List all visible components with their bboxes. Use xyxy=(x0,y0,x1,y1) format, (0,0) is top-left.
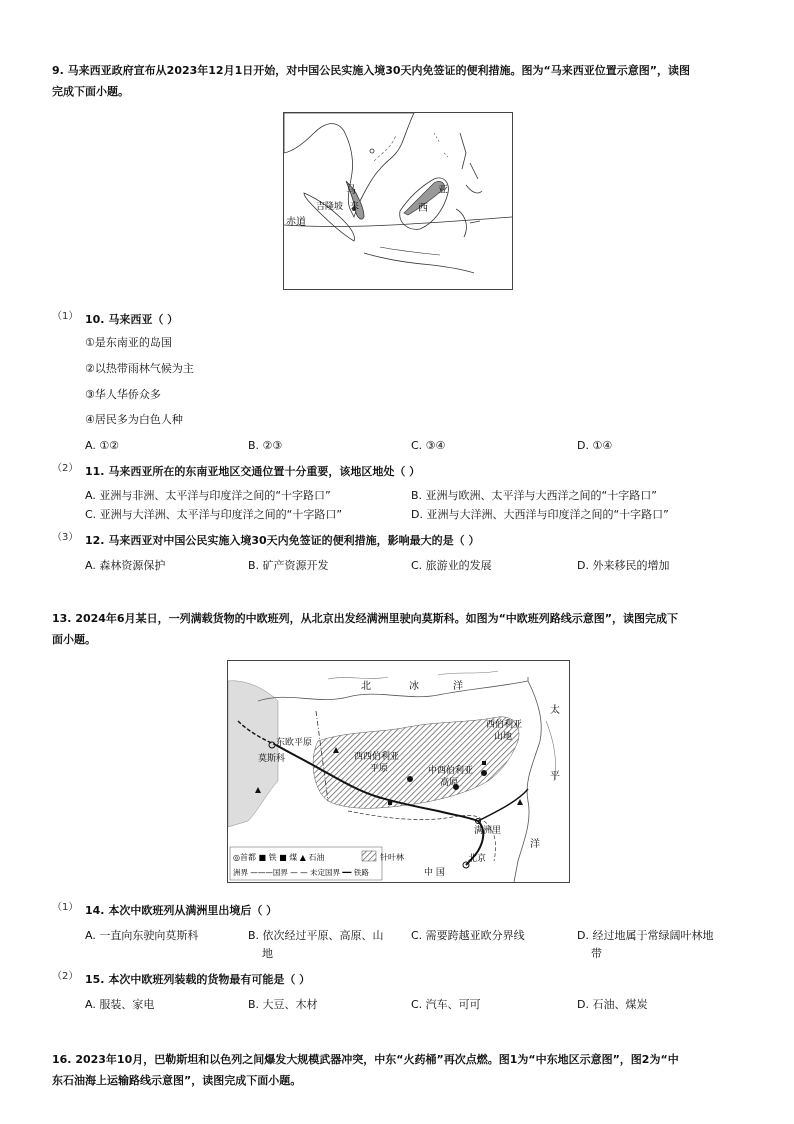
q10-option-c[interactable]: C. ③④ xyxy=(411,439,446,452)
q11-subnumber: （2） xyxy=(52,463,79,474)
label-ping: 平 xyxy=(550,771,560,782)
label-c-siberia-2: 高原 xyxy=(440,778,459,788)
q13-stem-line2: 面小题。 xyxy=(52,633,96,646)
railway-map-svg xyxy=(228,661,569,882)
q15-option-b[interactable]: B. 大豆、木材 xyxy=(248,998,318,1011)
q14-stem: 14. 本次中欧班列从满洲里出境后（ ） xyxy=(85,904,278,917)
legend-conifer: 针叶林 xyxy=(380,853,404,862)
q16-stem-line2: 东石油海上运输路线示意图”，读图完成下面小题。 xyxy=(52,1074,302,1087)
q10-option-b[interactable]: B. ②③ xyxy=(248,439,283,452)
q10-option-a[interactable]: A. ①② xyxy=(85,439,120,452)
q12-option-a[interactable]: A. 森林资源保护 xyxy=(85,559,166,572)
label-lai: 来 xyxy=(350,202,360,212)
label-bing: 冰 xyxy=(409,681,419,692)
iron-icon xyxy=(388,801,392,805)
java-coast xyxy=(364,253,474,273)
label-ya: 亚 xyxy=(438,185,448,196)
q10-item-4: ④居民多为白色人种 xyxy=(85,413,183,426)
q10-item-1: ①是东南亚的岛国 xyxy=(85,336,172,349)
label-e-siberia-1: 西伯利亚 xyxy=(486,720,523,730)
q16-stem-line1: 16. 2023年10月，巴勒斯坦和以色列之间爆发大规模武器冲突，中东“火药桶”再次点燃。图1为“中东地区示意图”，图2为“中 xyxy=(52,1053,679,1066)
q10-item-3: ③华人华侨众多 xyxy=(85,388,161,401)
q15-option-d[interactable]: D. 石油、煤炭 xyxy=(577,998,648,1011)
label-ma: 马 xyxy=(346,185,356,196)
q13-stem-line1: 13. 2024年6月某日，一列满载货物的中欧班列，从北京出发经满洲里驶向莫斯科。如图为“中欧班列路线示意图”，读图完成下 xyxy=(52,612,679,625)
label-manzhouli: 满洲里 xyxy=(474,826,502,836)
coal-icon xyxy=(482,761,486,765)
legend-row2: 洲界 ———国界 — — 未定国界 ━━ 铁路 xyxy=(233,868,369,877)
label-tai: 太 xyxy=(550,705,560,716)
q12-option-c[interactable]: C. 旅游业的发展 xyxy=(411,559,492,572)
q9-stem-line2: 完成下面小题。 xyxy=(52,85,129,98)
q12-stem: 12. 马来西亚对中国公民实施入境30天内免签证的便利措施，影响最大的是（ ） xyxy=(85,534,480,547)
china-europe-railway-map xyxy=(227,660,570,883)
label-beijing: 北京 xyxy=(468,854,487,864)
label-e-siberia-2: 山地 xyxy=(494,732,513,742)
sulawesi xyxy=(456,209,480,237)
q11-option-b[interactable]: B. 亚洲与欧洲、太平洋与大西洋之间的“十字路口” xyxy=(411,489,657,502)
label-bei: 北 xyxy=(361,681,371,692)
q12-option-b[interactable]: B. 矿产资源开发 xyxy=(248,559,329,572)
label-china: 中 国 xyxy=(424,868,445,878)
q10-item-2: ②以热带雨林气候为主 xyxy=(85,362,194,375)
legend-conifer-swatch xyxy=(362,851,376,861)
q16-stem xyxy=(52,1049,772,1091)
malaysia-map-svg xyxy=(284,113,512,289)
label-kuala-lumpur: 吉隆坡 xyxy=(316,202,344,212)
q12-subnumber: （3） xyxy=(52,532,79,543)
label-equator: 赤道 xyxy=(286,217,306,228)
label-moscow: 莫斯科 xyxy=(258,754,286,764)
q10-subnumber: （1） xyxy=(52,311,79,322)
q12-option-d[interactable]: D. 外来移民的增加 xyxy=(577,559,670,572)
malaysia-location-map xyxy=(283,112,513,290)
q14-option-c[interactable]: C. 需要跨越亚欧分界线 xyxy=(411,929,525,942)
q11-option-d[interactable]: D. 亚洲与大洋洲、大西洋与印度洋之间的“十字路口” xyxy=(411,508,669,521)
q10-stem: 10. 马来西亚（ ） xyxy=(85,313,179,326)
q13-stem xyxy=(52,608,772,650)
label-east-euro: 东欧平原 xyxy=(276,738,313,748)
label-w-siberia-1: 西西伯利亚 xyxy=(354,752,400,762)
q14-option-b[interactable]: B. 依次经过平原、高原、山 xyxy=(248,929,384,942)
q14-option-a[interactable]: A. 一直向东驶向莫斯科 xyxy=(85,929,199,942)
q15-option-c[interactable]: C. 汽车、可可 xyxy=(411,998,481,1011)
q15-subnumber: （2） xyxy=(52,971,79,982)
label-yang: 洋 xyxy=(453,681,463,692)
q15-option-a[interactable]: A. 服装、家电 xyxy=(85,998,155,1011)
q9-stem xyxy=(52,60,762,102)
label-c-siberia-1: 中西伯利亚 xyxy=(428,766,474,776)
sumatra xyxy=(304,193,355,241)
q14-option-b-cont: 地 xyxy=(262,947,273,960)
q14-subnumber: （1） xyxy=(52,902,79,913)
q9-stem-line1: 9. 马来西亚政府宣布从2023年12月1日开始，对中国公民实施入境30天内免签证的便利措施。图为“马来西亚位置示意图”，读图 xyxy=(52,64,691,77)
q11-stem: 11. 马来西亚所在的东南亚地区交通位置十分重要，该地区地处（ ） xyxy=(85,465,421,478)
label-yang2: 洋 xyxy=(530,839,540,850)
java-coast-2 xyxy=(380,247,440,255)
legend-row1: ◎首都 ■ 铁 ■ 煤 ▲ 石油 xyxy=(233,853,325,862)
philippines xyxy=(460,133,482,193)
label-xi: 西 xyxy=(418,203,428,214)
q10-option-d[interactable]: D. ①④ xyxy=(577,439,613,452)
q11-option-a[interactable]: A. 亚洲与非洲、太平洋与印度洋之间的“十字路口” xyxy=(85,489,331,502)
coal-field-icon xyxy=(407,776,413,782)
q14-option-d-cont: 带 xyxy=(591,947,602,960)
mainland-coast xyxy=(284,113,414,217)
q15-stem: 15. 本次中欧班列装载的货物最有可能是（ ） xyxy=(85,973,311,986)
islands-dashes xyxy=(434,133,448,157)
coal-field-icon xyxy=(481,770,487,776)
q11-option-c[interactable]: C. 亚洲与大洋洲、太平洋与印度洋之间的“十字路口” xyxy=(85,508,343,521)
label-w-siberia-2: 平原 xyxy=(370,764,389,774)
q14-option-d[interactable]: D. 经过地属于常绿阔叶林地 xyxy=(577,929,714,942)
